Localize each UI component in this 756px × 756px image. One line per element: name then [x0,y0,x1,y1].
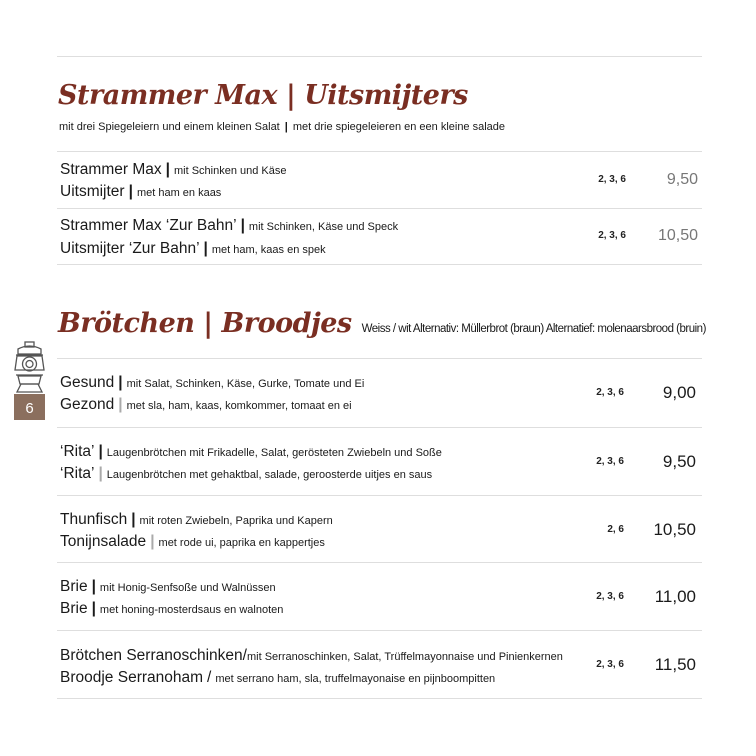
menu-item-strammer-max-zur-bahn [57,209,702,264]
top-divider [57,56,702,57]
separator: | [240,217,245,234]
item-line-nl [60,533,325,551]
item-name: Strammer Max [60,161,162,178]
section-title-broetchen [58,308,706,339]
item-line-de [60,578,276,596]
item-line-de [60,511,333,529]
item-line-nl [60,669,495,687]
item-allergens: 2, 3, 6 [596,456,624,467]
page-number: 6 [25,400,34,417]
item-name: Gesund [60,374,115,391]
section-subtitle-strammer-max [59,121,505,133]
separator: | [128,183,133,200]
item-description: met honing-mosterdsaus en walnoten [99,604,284,616]
item-description: mit Serranoschinken, Salat, Trüffelmayonnaise und Pinienkernen [246,651,563,663]
separator: | [98,465,103,482]
separator: | [98,443,103,460]
section-subtitle-broetchen: Weiss / wit Alternativ: Müllerbrot (braun) Alternatief: molenaarsbrood (bruin) [361,323,706,335]
section-title-text: Brötchen | Broodjes [58,308,352,339]
item-name: Brötchen Serranoschinken [60,647,243,664]
subtitle-nl: met drie spiegeleieren en een kleine salade [292,121,506,133]
item-description: mit Salat, Schinken, Käse, Gurke, Tomate und Ei [126,378,365,390]
item-price: 9,50 [666,171,698,188]
item-line-nl [60,396,352,414]
subtitle-de: mit drei Spiegeleiern und einem kleinen Salat [59,121,280,133]
item-allergens: 2, 3, 6 [596,659,624,670]
item-description: mit Schinken und Käse [173,165,287,177]
item-line-nl [60,600,283,618]
separator: | [131,511,136,528]
item-price: 11,50 [654,655,696,674]
item-line-de [60,374,364,392]
item-line-nl [60,240,326,258]
item-price: 10,50 [657,227,698,244]
item-line-nl [60,465,432,483]
item-line-de [60,443,442,461]
separator: | [118,374,123,391]
item-description: met rode ui, paprika en kappertjes [158,537,325,549]
item-description: met ham en kaas [136,187,222,199]
separator: | [118,396,123,413]
item-name: Thunfisch [60,511,128,528]
item-description: met sla, ham, kaas, komkommer, tomaat en ei [126,400,352,412]
item-allergens: 2, 3, 6 [596,387,624,398]
separator: | [91,600,96,617]
item-name: Uitsmijter [60,183,125,200]
item-name: Strammer Max ‘Zur Bahn’ [60,217,237,234]
item-name: Brie [60,578,88,595]
item-description: met ham, kaas en spek [211,244,326,256]
page-badge [14,340,45,420]
menu-item-strammer-max [57,152,702,208]
item-allergens: 2, 6 [607,524,624,535]
separator: / [207,669,212,686]
item-line-de [60,647,563,665]
separator: | [150,533,155,550]
separator: | [284,121,288,133]
item-price: 10,50 [653,520,696,539]
separator: | [91,578,96,595]
locomotive-icon [15,342,44,392]
item-description: mit Schinken, Käse und Speck [248,221,399,233]
menu-item-serranoschinken [57,631,702,699]
item-price: 9,00 [662,383,696,402]
item-allergens: 2, 3, 6 [596,591,624,602]
item-allergens: 2, 3, 6 [598,174,626,185]
section-title-strammer-max: Strammer Max | Uitsmijters [58,80,468,111]
item-line-de [60,161,286,179]
item-name: Tonijnsalade [60,533,147,550]
menu-item-gesund [57,359,702,427]
separator: | [203,240,208,257]
divider [57,698,702,699]
item-description: mit roten Zwiebeln, Paprika und Kapern [139,515,333,527]
separator: / [242,647,247,664]
item-line-nl [60,183,221,201]
item-description: Laugenbrötchen met gehaktbal, salade, geroosterde uitjes en saus [106,469,433,481]
divider [57,264,702,265]
item-price: 9,50 [662,452,696,471]
item-price: 11,00 [654,587,696,606]
item-name: Broodje Serranoham [60,669,204,686]
item-allergens: 2, 3, 6 [598,230,626,241]
item-name: Gezond [60,396,115,413]
item-name: Brie [60,600,88,617]
item-description: mit Honig-Senfsoße und Walnüssen [99,582,276,594]
menu-item-brie [57,563,702,631]
item-line-de [60,217,398,235]
separator: | [165,161,170,178]
menu-item-rita [57,428,702,496]
item-name: ‘Rita’ [60,443,95,460]
item-description: met serrano ham, sla, truffelmayonaise en pijnboompitten [215,673,496,685]
item-name: ‘Rita’ [60,465,95,482]
item-description: Laugenbrötchen mit Frikadelle, Salat, gerösteten Zwiebeln und Soße [106,447,442,459]
item-name: Uitsmijter ‘Zur Bahn’ [60,240,200,257]
menu-item-thunfisch [57,496,702,564]
